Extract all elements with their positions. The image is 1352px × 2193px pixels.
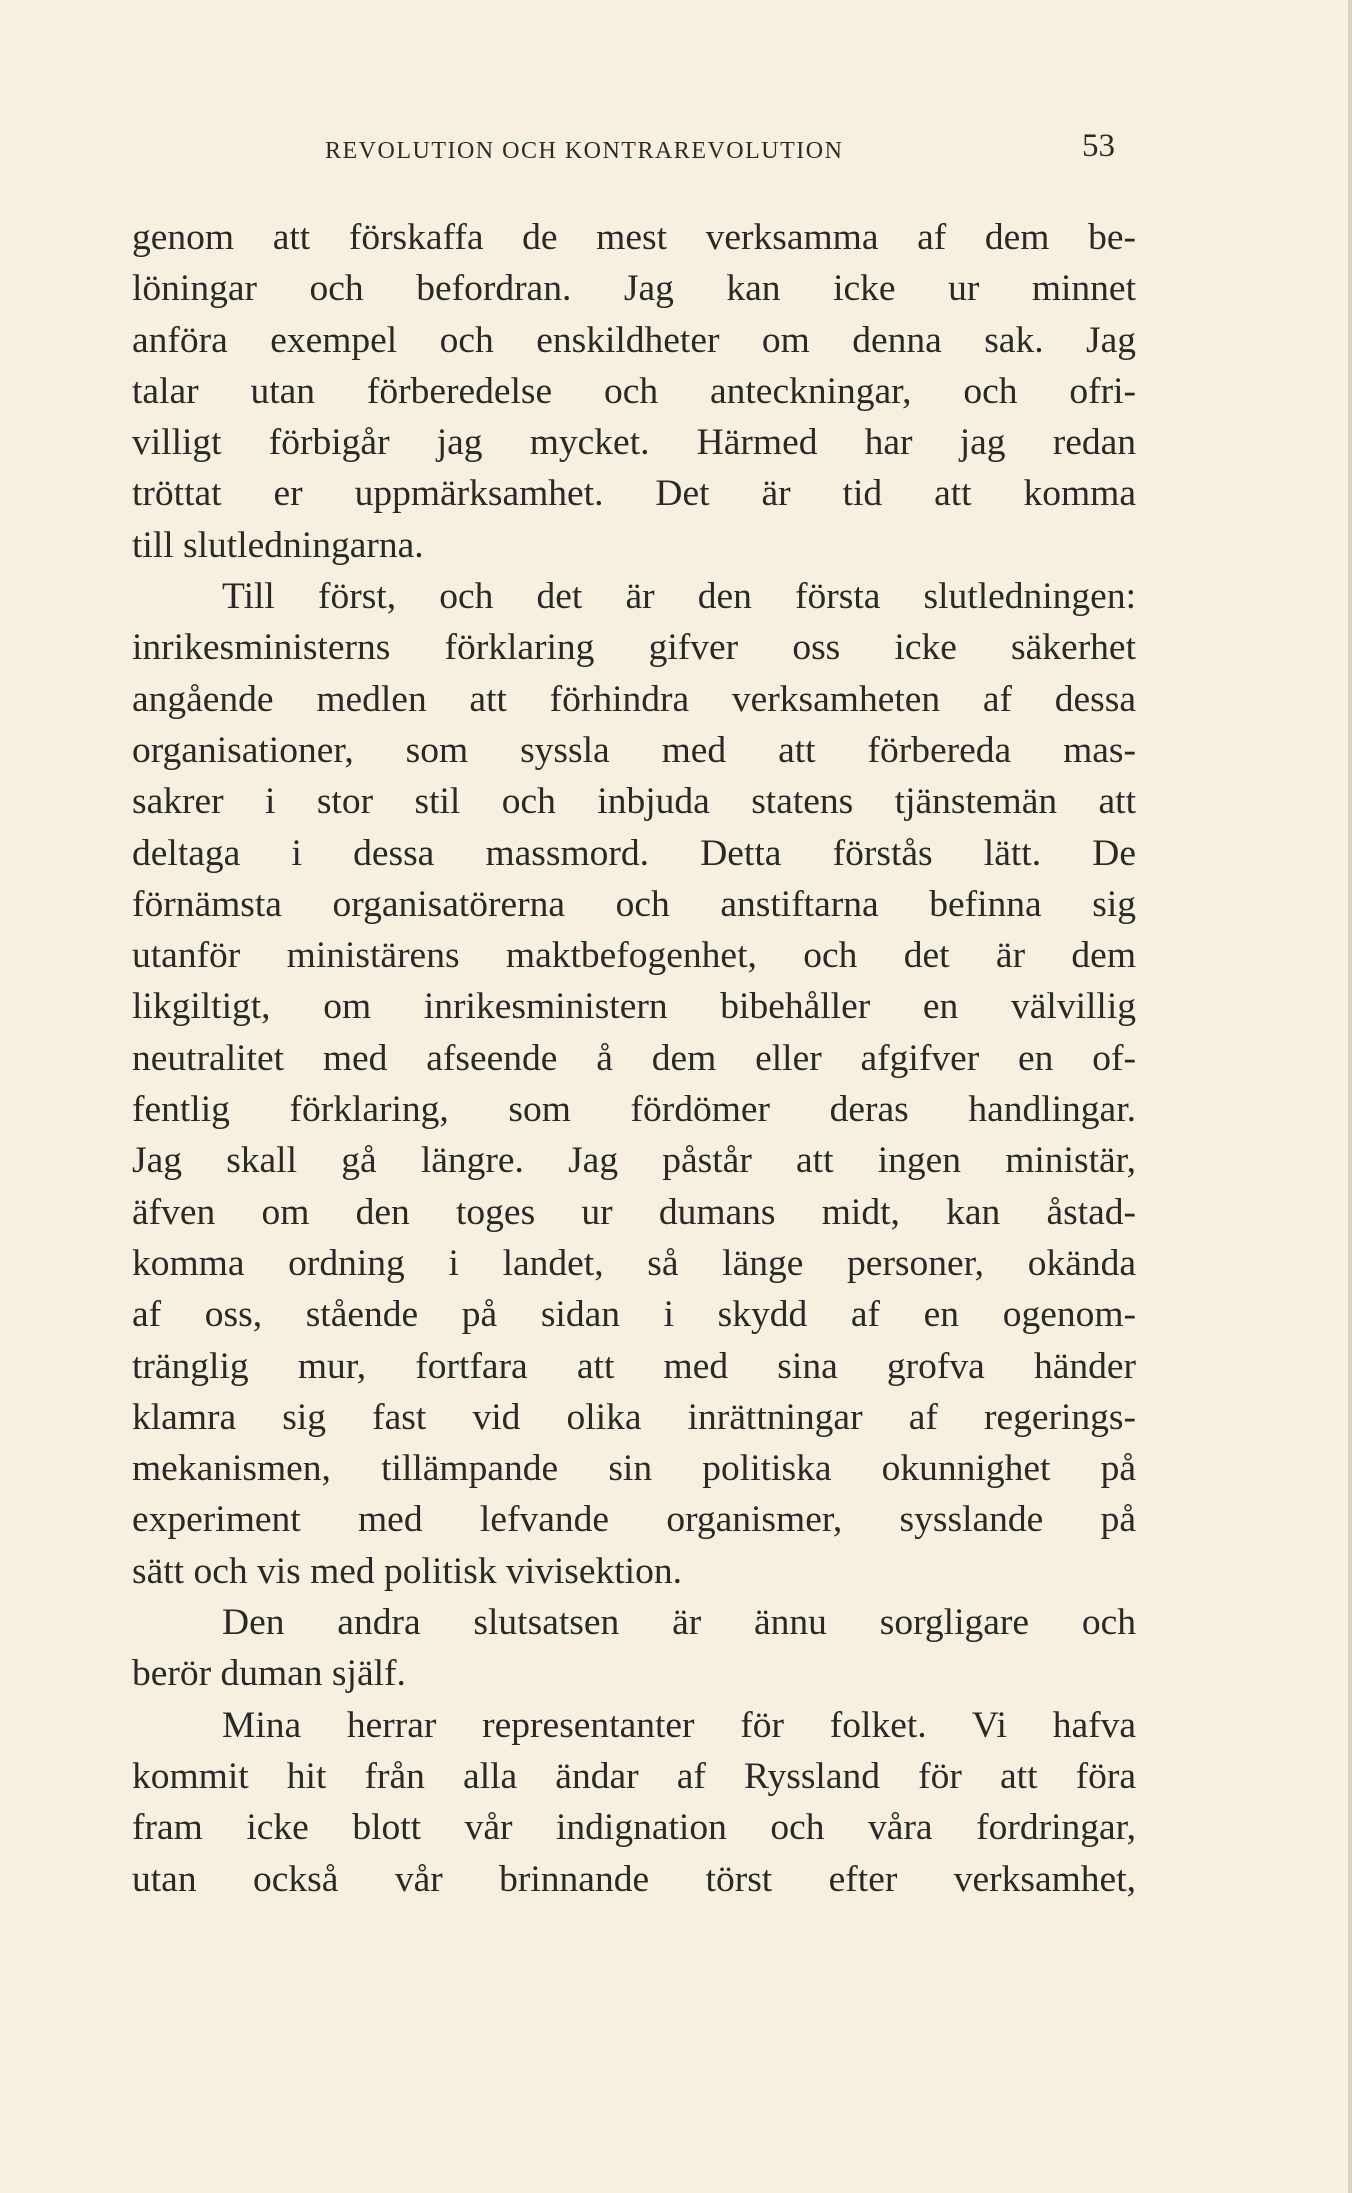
text-line: berör duman själf. bbox=[132, 1653, 406, 1695]
text-line: Till först, och det är den första slutledningen: bbox=[222, 576, 1136, 618]
text-line: likgiltigt, om inrikesministern bibehåller en välvillig bbox=[132, 986, 1136, 1028]
text-line: fentlig förklaring, som fördömer deras handlingar. bbox=[132, 1089, 1136, 1131]
text-line: löningar och befordran. Jag kan icke ur minnet bbox=[132, 268, 1136, 310]
body-text bbox=[132, 212, 1136, 1905]
text-line: inrikesministerns förklaring gifver oss icke säkerhet bbox=[132, 627, 1136, 669]
page-edge bbox=[1348, 0, 1352, 2193]
text-line: sätt och vis med politisk vivisektion. bbox=[132, 1550, 682, 1592]
text-line: tröttat er uppmärksamhet. Det är tid att komma bbox=[132, 473, 1136, 515]
text-line: organisationer, som syssla med att förbereda mas- bbox=[132, 729, 1136, 771]
text-line: klamra sig fast vid olika inrättningar af regerings- bbox=[132, 1396, 1136, 1438]
text-line: sakrer i stor stil och inbjuda statens tjänstemän att bbox=[132, 781, 1136, 823]
text-line: förnämsta organisatörerna och anstiftarna befinna sig bbox=[132, 883, 1136, 925]
text-line: neutralitet med afseende å dem eller afgifver en of- bbox=[132, 1037, 1136, 1079]
text-line: äfven om den toges ur dumans midt, kan åstad- bbox=[132, 1191, 1136, 1233]
text-line: genom att förskaffa de mest verksamma af dem be- bbox=[132, 217, 1136, 258]
text-line: Jag skall gå längre. Jag påstår att ingen ministär, bbox=[132, 1140, 1136, 1182]
text-line: Mina herrar representanter för folket. Vi hafva bbox=[222, 1704, 1136, 1746]
text-line: anföra exempel och enskildheter om denna sak. Jag bbox=[132, 319, 1136, 361]
text-line: experiment med lefvande organismer, sysslande på bbox=[132, 1499, 1136, 1541]
text-line: utan också vår brinnande törst efter verksamhet, bbox=[132, 1858, 1136, 1900]
text-line: Den andra slutsatsen är ännu sorgligare och bbox=[222, 1602, 1136, 1644]
text-line: mekanismen, tillämpande sin politiska okunnighet på bbox=[132, 1448, 1136, 1490]
text-line: komma ordning i landet, så länge personer, okända bbox=[132, 1242, 1136, 1284]
text-line: utanför ministärens maktbefogenhet, och det är dem bbox=[132, 935, 1136, 977]
text-line: fram icke blott vår indignation och våra fordringar, bbox=[132, 1807, 1136, 1849]
page-number: 53 bbox=[1082, 128, 1115, 164]
text-line: deltaga i dessa massmord. Detta förstås lätt. De bbox=[132, 832, 1136, 874]
text-line: af oss, stående på sidan i skydd af en ogenom- bbox=[132, 1294, 1136, 1336]
text-line: talar utan förberedelse och anteckningar, och ofri- bbox=[132, 370, 1136, 412]
text-line: angående medlen att förhindra verksamheten af dessa bbox=[132, 678, 1136, 720]
text-line: villigt förbigår jag mycket. Härmed har jag redan bbox=[132, 422, 1136, 464]
text-line: kommit hit från alla ändar af Ryssland för att föra bbox=[132, 1755, 1136, 1797]
running-head: REVOLUTION OCH KONTRAREVOLUTION bbox=[325, 138, 844, 164]
text-line: till slutledningarna. bbox=[132, 524, 424, 566]
text-line: tränglig mur, fortfara att med sina grofva händer bbox=[132, 1345, 1136, 1387]
